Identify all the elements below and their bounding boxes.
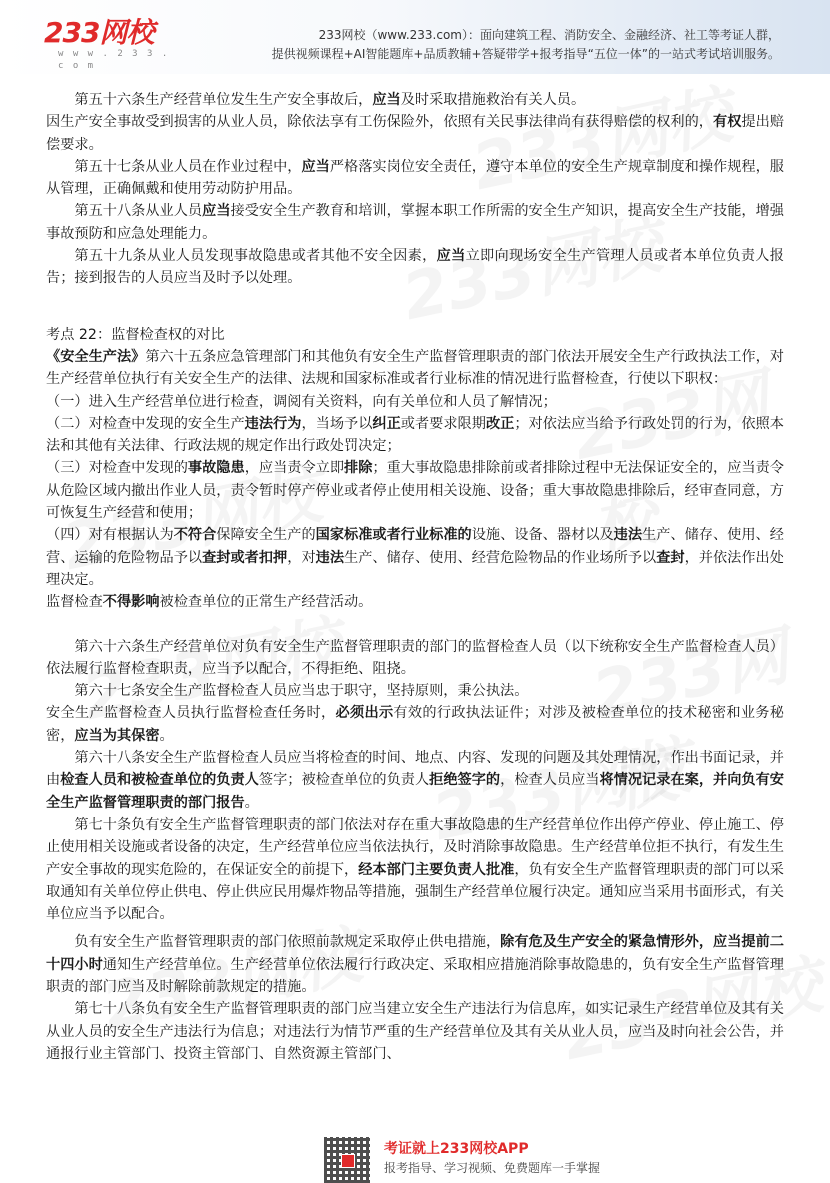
header-line-1: 233网校（www.233.com）：面向建筑工程、消防安全、金融经济、社工等考证人群， bbox=[318, 28, 780, 42]
article-68: 第六十八条安全生产监督检查人员应当将检查的时间、地点、内容、发现的问题及其处理情况，作出书面记录，并由检查人员和被检查单位的负责人签字；被检查单位的负责人拒绝签字的，检查人员应当将情况记录在案，并向负有安全生产监督管理职责的部门报告。 bbox=[46, 750, 784, 811]
footer-title[interactable]: 考证就上233网校APP bbox=[384, 1141, 529, 1157]
article-58: 第五十八条从业人员应当接受安全生产教育和培训，掌握本职工作所需的安全生产知识，提高安全生产技能，增强事故预防和应急处理能力。 bbox=[46, 203, 784, 242]
kp-title: 考点 22：监督检查权的对比 bbox=[46, 326, 225, 343]
article-67: 第六十七条安全生产监督检查人员应当忠于职守，坚持原则，秉公执法。 bbox=[74, 683, 529, 700]
article-65: 《安全生产法》第六十五条应急管理部门和其他负有安全生产监督管理职责的部门依法开展安全生产行政执法工作，对生产经营单位执行有关安全生产的法律、法规和国家标准或者行业标准的情况进行监督检查，行使以下职权： bbox=[46, 348, 784, 388]
header-intro bbox=[240, 26, 780, 64]
page-header bbox=[0, 0, 830, 74]
page-footer bbox=[0, 1132, 830, 1174]
logo-url: w w w . 2 3 3 . c o m bbox=[58, 49, 170, 71]
qr-logo-icon bbox=[341, 1154, 355, 1168]
article-66: 第六十六条生产经营单位对负有安全生产监督管理职责的部门的监督检查人员（以下统称安全生产监督检查人员）依法履行监督检查职责，应当予以配合，不得拒绝、阻挠。 bbox=[46, 638, 784, 677]
article-78: 第七十八条负有安全生产监督管理职责的部门应当建立安全生产违法行为信息库，如实记录生产经营单位及其有关从业人员的安全生产违法行为信息；对违法行为情节严重的生产经营单位及其有关从业人员，应当及时向社会公告，并通报行业主管部门、投资主管部门、自然资源主管部门、 bbox=[46, 1001, 784, 1062]
site-logo[interactable] bbox=[44, 16, 184, 71]
item-4: （四）对有根据认为不符合保障安全生产的国家标准或者行业标准的设施、设备、器材以及违法生产、储存、使用、经营、运输的危险物品予以查封或者扣押，对违法生产、储存、使用、经营危险物品的作业场所予以查封，并依法作出处理决定。 bbox=[46, 527, 784, 588]
article-56-cont: 因生产安全事故受到损害的从业人员，除依法享有工伤保险外，依照有关民事法律尚有获得赔偿的权利的，有权提出赔偿要求。 bbox=[46, 114, 784, 153]
item-3: （三）对检查中发现的事故隐患，应当责令立即排除；重大事故隐患排除前或者排除过程中无法保证安全的，应当责令从危险区域内撤出作业人员，责令暂时停产停业或者停止使用相关设施、设备；重大事故隐患排除后，经审查同意，方可恢复生产经营和使用； bbox=[46, 460, 784, 522]
article-57: 第五十七条从业人员在作业过程中，应当严格落实岗位安全责任，遵守本单位的安全生产规章制度和操作规程，服从管理，正确佩戴和使用劳动防护用品。 bbox=[46, 158, 784, 198]
article-70-cont: 负有安全生产监督管理职责的部门依照前款规定采取停止供电措施，除有危及生产安全的紧急情形外，应当提前二十四小时通知生产经营单位。生产经营单位依法履行行政决定、采取相应措施消除事故隐患的，负有安全生产监督管理职责的部门应当及时解除前款规定的措施。 bbox=[46, 934, 784, 995]
header-line-2: 提供视频课程+AI智能题库+品质教辅+答疑带学+报考指导“五位一体”的一站式考试培训服务。 bbox=[271, 47, 780, 61]
footer-subtitle: 报考指导、学习视频、免费题库一手掌握 bbox=[384, 1161, 601, 1175]
item-2: （二）对检查中发现的安全生产违法行为，当场予以纠正或者要求限期改正；对依法应当给予行政处罚的行为，依照本法和其他有关法律、行政法规的规定作出行政处罚决定； bbox=[46, 415, 784, 455]
article-70: 第七十条负有安全生产监督管理职责的部门依法对存在重大事故隐患的生产经营单位作出停产停业、停止施工、停止使用相关设施或者设备的决定，生产经营单位应当依法执行，及时消除事故隐患。生产经营单位拒不执行，有发生生产安全事故的现实危险的，在保证安全的前提下，经本部门主要负责人批准，负有安全生产监督管理职责的部门可以采取通知有关单位停止供电、停止供应民用爆炸物品等措施，强制生产经营单位履行决定。通知应当采用书面形式，有关单位应当予以配合。 bbox=[46, 816, 784, 923]
article-56: 第五十六条生产经营单位发生生产安全事故后，应当及时采取措施救治有关人员。 bbox=[74, 92, 586, 108]
document-body bbox=[46, 89, 784, 1065]
item-1: （一）进入生产经营单位进行检查，调阅有关资料，向有关单位和人员了解情况； bbox=[46, 393, 557, 410]
supervision-note: 监督检查不得影响被检查单位的正常生产经营活动。 bbox=[46, 594, 373, 611]
logo-text: 233网校 bbox=[44, 16, 154, 49]
article-59: 第五十九条从业人员发现事故隐患或者其他不安全因素，应当立即向现场安全生产管理人员或者本单位负责人报告；接到报告的人员应当及时予以处理。 bbox=[46, 248, 784, 287]
article-67-cont: 安全生产监督检查人员执行监督检查任务时，必须出示有效的行政执法证件；对涉及被检查单位的技术秘密和业务秘密，应当为其保密。 bbox=[46, 705, 784, 744]
